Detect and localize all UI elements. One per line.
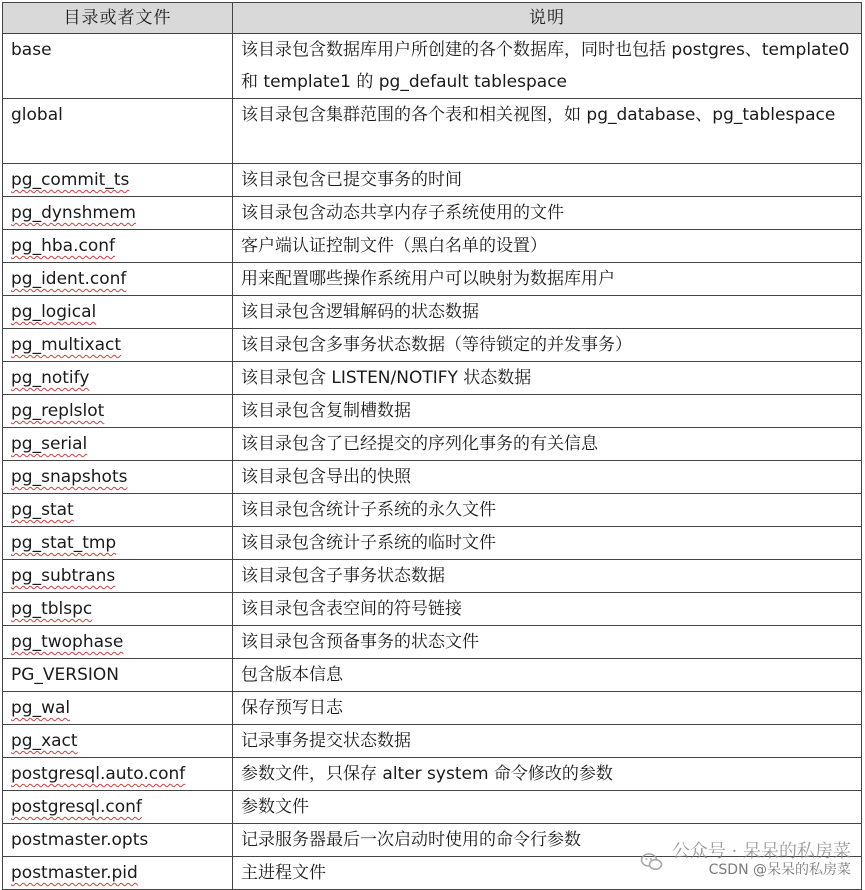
- table-row: [3, 362, 862, 395]
- row-name-cell: pg_xact: [3, 725, 233, 758]
- row-description: 该目录包含表空间的符号链接: [233, 593, 862, 626]
- row-name-cell: pg_notify: [3, 362, 233, 395]
- row-name-cell: pg_snapshots: [3, 461, 233, 494]
- row-name-cell: pg_tblspc: [3, 593, 233, 626]
- row-name-cell: postgresql.auto.conf: [3, 758, 233, 791]
- row-description: 参数文件，只保存 alter system 命令修改的参数: [233, 758, 862, 791]
- row-name-cell: pg_logical: [3, 296, 233, 329]
- row-name-cell: pg_serial: [3, 428, 233, 461]
- row-description: 该目录包含数据库用户所创建的各个数据库，同时也包括 postgres、template0 和 template1 的 pg_default tablespace: [233, 34, 862, 99]
- row-description: 该目录包含动态共享内存子系统使用的文件: [233, 197, 862, 230]
- row-name-cell: pg_replslot: [3, 395, 233, 428]
- table-row: [3, 560, 862, 593]
- table-row: [3, 692, 862, 725]
- row-description: 该目录包含统计子系统的临时文件: [233, 527, 862, 560]
- table-row: [3, 395, 862, 428]
- table-row: [3, 329, 862, 362]
- table-row: [3, 461, 862, 494]
- watermark-sub: CSDN @呆呆的私房菜: [708, 862, 851, 878]
- row-description: 该目录包含已提交事务的时间: [233, 164, 862, 197]
- row-description: 该目录包含复制槽数据: [233, 395, 862, 428]
- row-description: 该目录包含子事务状态数据: [233, 560, 862, 593]
- table-row: [3, 99, 862, 164]
- table-row: [3, 824, 862, 857]
- row-description: 主进程文件: [233, 857, 862, 890]
- row-name-cell: pg_stat: [3, 494, 233, 527]
- table-row: [3, 164, 862, 197]
- row-description: 该目录包含导出的快照: [233, 461, 862, 494]
- row-description: 参数文件: [233, 791, 862, 824]
- watermark-main: 公众号 · 呆呆的私房菜: [671, 841, 851, 862]
- row-name-cell: pg_subtrans: [3, 560, 233, 593]
- row-name-cell: pg_hba.conf: [3, 230, 233, 263]
- row-name-cell: global: [3, 99, 233, 164]
- table-row: [3, 230, 862, 263]
- row-name-cell: pg_commit_ts: [3, 164, 233, 197]
- row-description: 该目录包含统计子系统的永久文件: [233, 494, 862, 527]
- header-description: 说明: [233, 3, 862, 34]
- row-description: 包含版本信息: [233, 659, 862, 692]
- row-description: 记录事务提交状态数据: [233, 725, 862, 758]
- row-description: 该目录包含多事务状态数据（等待锁定的并发事务）: [233, 329, 862, 362]
- row-description: 该目录包含逻辑解码的状态数据: [233, 296, 862, 329]
- row-name-cell: pg_twophase: [3, 626, 233, 659]
- row-name-cell: pg_dynshmem: [3, 197, 233, 230]
- table-row: [3, 725, 862, 758]
- directory-table: [2, 2, 862, 890]
- row-description: 记录服务器最后一次启动时使用的命令行参数: [233, 824, 862, 857]
- table-row: [3, 527, 862, 560]
- row-name-cell: base: [3, 34, 233, 99]
- table-row: [3, 197, 862, 230]
- row-name-cell: pg_wal: [3, 692, 233, 725]
- row-description: 客户端认证控制文件（黑白名单的设置）: [233, 230, 862, 263]
- row-name-cell: postgresql.conf: [3, 791, 233, 824]
- table-row: [3, 791, 862, 824]
- row-description: 该目录包含预备事务的状态文件: [233, 626, 862, 659]
- row-description: 用来配置哪些操作系统用户可以映射为数据库用户: [233, 263, 862, 296]
- table-row: [3, 758, 862, 791]
- row-description: 保存预写日志: [233, 692, 862, 725]
- table-row: [3, 593, 862, 626]
- table-row: [3, 263, 862, 296]
- table-row: [3, 296, 862, 329]
- row-name-cell: pg_ident.conf: [3, 263, 233, 296]
- row-name-cell: postmaster.pid: [3, 857, 233, 890]
- row-name-cell: PG_VERSION: [3, 659, 233, 692]
- table-row: [3, 494, 862, 527]
- row-description: 该目录包含了已经提交的序列化事务的有关信息: [233, 428, 862, 461]
- table-row: [3, 428, 862, 461]
- table-row: [3, 34, 862, 99]
- table-row: [3, 626, 862, 659]
- row-name-cell: postmaster.opts: [3, 824, 233, 857]
- table-header-row: [3, 3, 862, 34]
- header-name: 目录或者文件: [3, 3, 233, 34]
- table-row: [3, 659, 862, 692]
- row-name-cell: pg_stat_tmp: [3, 527, 233, 560]
- row-description: 该目录包含集群范围的各个表和相关视图，如 pg_database、pg_tablespace: [233, 99, 862, 164]
- row-name-cell: pg_multixact: [3, 329, 233, 362]
- row-description: 该目录包含 LISTEN/NOTIFY 状态数据: [233, 362, 862, 395]
